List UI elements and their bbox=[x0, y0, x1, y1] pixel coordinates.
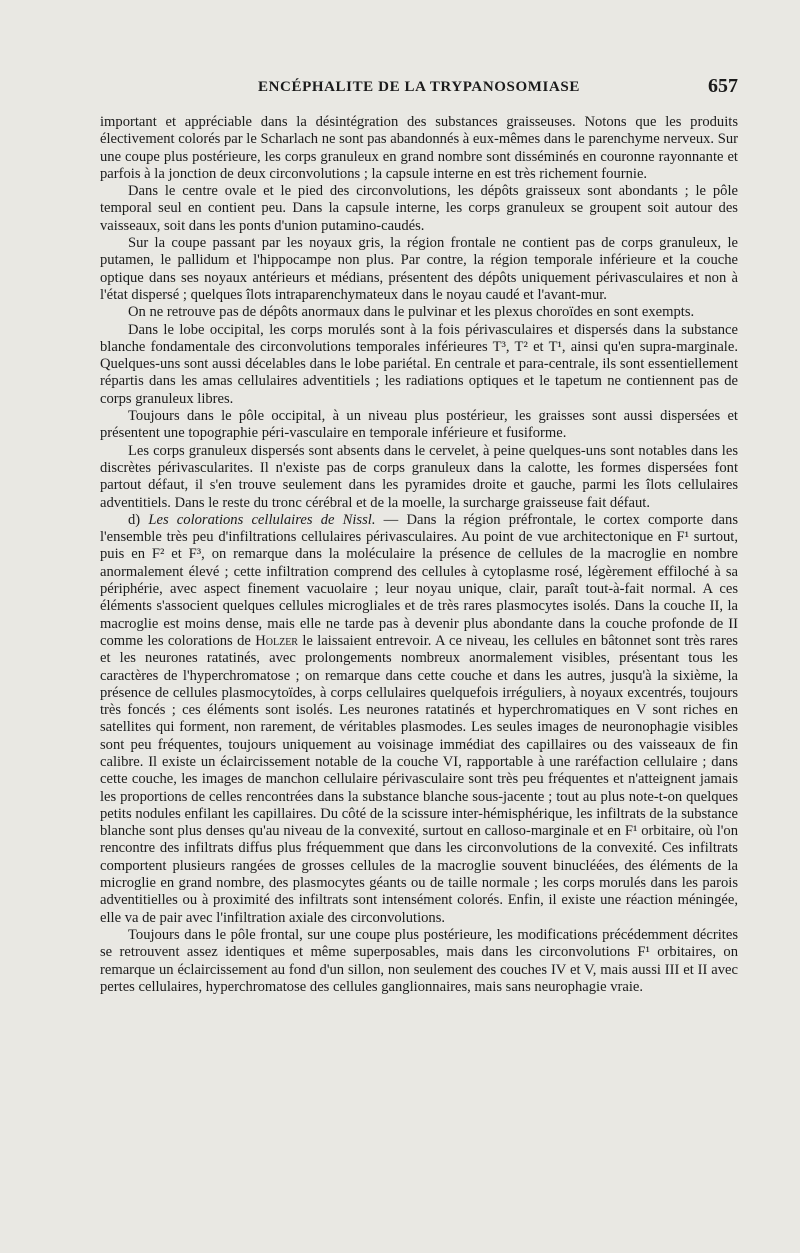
running-title: ENCÉPHALITE DE LA TRYPANOSOMIASE bbox=[258, 79, 580, 95]
page-header bbox=[100, 77, 740, 103]
section-paragraph-nissl bbox=[100, 512, 738, 927]
paragraph: Dans le lobe occipital, les corps morulés sont à la fois périvasculaires et dispersés dans la substance blanche fondamentale des circonvolutions temporales inférieures T³, T² et T¹, ainsi qu'en supra-marginale. Quelques-uns sont aussi décelables dans le lobe pariétal. En centrale et para-centrale, ils sont essentiellement répartis dans les amas cellulaires adventitiels ; les radiations optiques et le tapetum ne contiennent pas de corps granuleux libres. bbox=[100, 321, 738, 407]
paragraph: Toujours dans le pôle frontal, sur une coupe plus postérieure, les modifications précédemment décrites se retrouvent assez identiques et même superposables, mais dans les circonvolutions F¹ orbitaires, on remarque un éclaircissement au fond d'un sillon, non seulement des couches IV et V, mais aussi III et II avec pertes cellulaires, hyperchromatose des cellules ganglionnaires, mais sans neurophagie vraie. bbox=[100, 926, 738, 995]
page-number: 657 bbox=[708, 75, 738, 97]
author-name: Holzer bbox=[255, 632, 298, 649]
paragraph: important et appréciable dans la désintégration des substances graisseuses. Notons que les produits électivement colorés par le Scharlach ne sont pas abandonnés à eux-mêmes dans le parenchyme nerveux. Sur une coupe plus postérieure, les corps granuleux en grand nombre sont disséminés en couronne rayonnante et parfois à la jonction de deux circonvolutions ; la capsule interne en est très richement fournie. bbox=[100, 114, 738, 182]
section-text: — Dans la région préfrontale, le cortex comporte dans l'ensemble très peu d'infiltrations cellulaires périvasculaires. Au point de vue architectonique en F¹ surtout, puis en F² et F³, on remarque dans la moléculaire la présence de cellules de la macroglie en nombre anormalement élevé ; cette infiltration comprend des cellules à cytoplasme rosé, légèrement effiloché à sa périphérie, avec aspect finement vacuolaire ; leur noyau unique, clair, paraît tout-à-fait normal. A ces éléments s'associent quelques cellules microgliales et de très rares plasmocytes isolés. Dans la couche II, la macroglie est moins dense, mais elle ne tarde pas à devenir plus abondante dans la couche profonde de II comme les colorations de bbox=[100, 511, 738, 649]
paragraph: Toujours dans le pôle occipital, à un niveau plus postérieur, les graisses sont aussi dispersées et présentent une topographie péri-vasculaire en temporale inférieure et fusiforme. bbox=[100, 408, 738, 442]
paragraph: Les corps granuleux dispersés sont absents dans le cervelet, à peine quelques-uns sont notables dans les discrètes périvascularites. Il n'existe pas de corps granuleux dans la calotte, les formes dispersées font partout défaut, il s'en trouve seulement dans les pyramides droite et gauche, parmi les îlots cellulaires adventitiels. Dans le reste du tronc cérébral et de la moelle, la surcharge graisseuse fait défaut. bbox=[100, 442, 738, 511]
section-prefix: d) bbox=[128, 511, 149, 528]
paragraph: On ne retrouve pas de dépôts anormaux dans le pulvinar et les plexus choroïdes en sont exempts. bbox=[128, 304, 695, 321]
body-text bbox=[100, 114, 738, 996]
paragraph: Dans le centre ovale et le pied des circonvolutions, les dépôts graisseux sont abondants ; le pôle temporal seul en contient peu. Dans la capsule interne, les corps granuleux se groupent soit autour des vaisseaux, soit dans les ponts d'union putamino-caudés. bbox=[100, 183, 738, 234]
paragraph: Sur la coupe passant par les noyaux gris, la région frontale ne contient pas de corps granuleux, le putamen, le pallidum et l'hippocampe non plus. Par contre, la région temporale inférieure et la couche optique dans ses noyaux antérieurs et médians, présentent des dépôts uniquement périvasculaires et non à l'état dispersé ; quelques îlots intraparenchymateux dans le noyau caudé et l'avant-mur. bbox=[100, 235, 738, 303]
section-heading: Les colorations cellulaires de Nissl. bbox=[148, 511, 376, 528]
section-text: le laissaient entrevoir. A ce niveau, les cellules en bâtonnet sont très rares et les neurones ratatinés, avec prolongements nombreux anormalement visibles, présentant tous les caractères de l'hyperchromatose ; on remarque dans cette couche et dans les autres, jusqu'à la sixième, la présence de cellules plasmocytoïdes, à corps cellulaires quelquefois irréguliers, à noyaux excentrés, toujours très foncés ; ces éléments sont isolés. Les neurones ratatinés et hyperchromatiques en V sont riches en satellites qui forment, non rarement, de véritables plasmodes. Les seules images de neuronophagie visibles sont peu fréquentes, toujours uniquement au voisinage immédiat des capillaires ou des vaisseaux de fin calibre. Il existe un éclaircissement notable de la couche VI, rapportable à une raréfaction cellulaire ; dans cette couche, les images de manchon cellulaire périvasculaire sont très peu fréquentes et n'atteignent jamais les proportions de celles rencontrées dans la substance blanche sous-jacente ; tout au plus note-t-on quelques petits nodules enfilant les capillaires. Du côté de la scissure inter-hémisphérique, les infiltrats de la substance blanche sont plus denses qu'au niveau de la convexité, surtout en calloso-marginale et en F¹ orbitaire, où l'on rencontre des infiltrats diffus plus fréquemment que dans les circonvolutions de la convexité. Ces infiltrats comportent plusieurs rangées de grosses cellules de la macroglie souvent binucléées, des éléments de la microglie en grand nombre, des plasmocytes géants ou de taille normale ; les corps morulés dans les parois adventitielles ou à proximité des infiltrats sont intensément colorés. Enfin, il existe une réaction méningée, elle va de pair avec l'infiltration axiale des circonvolutions. bbox=[100, 632, 738, 926]
